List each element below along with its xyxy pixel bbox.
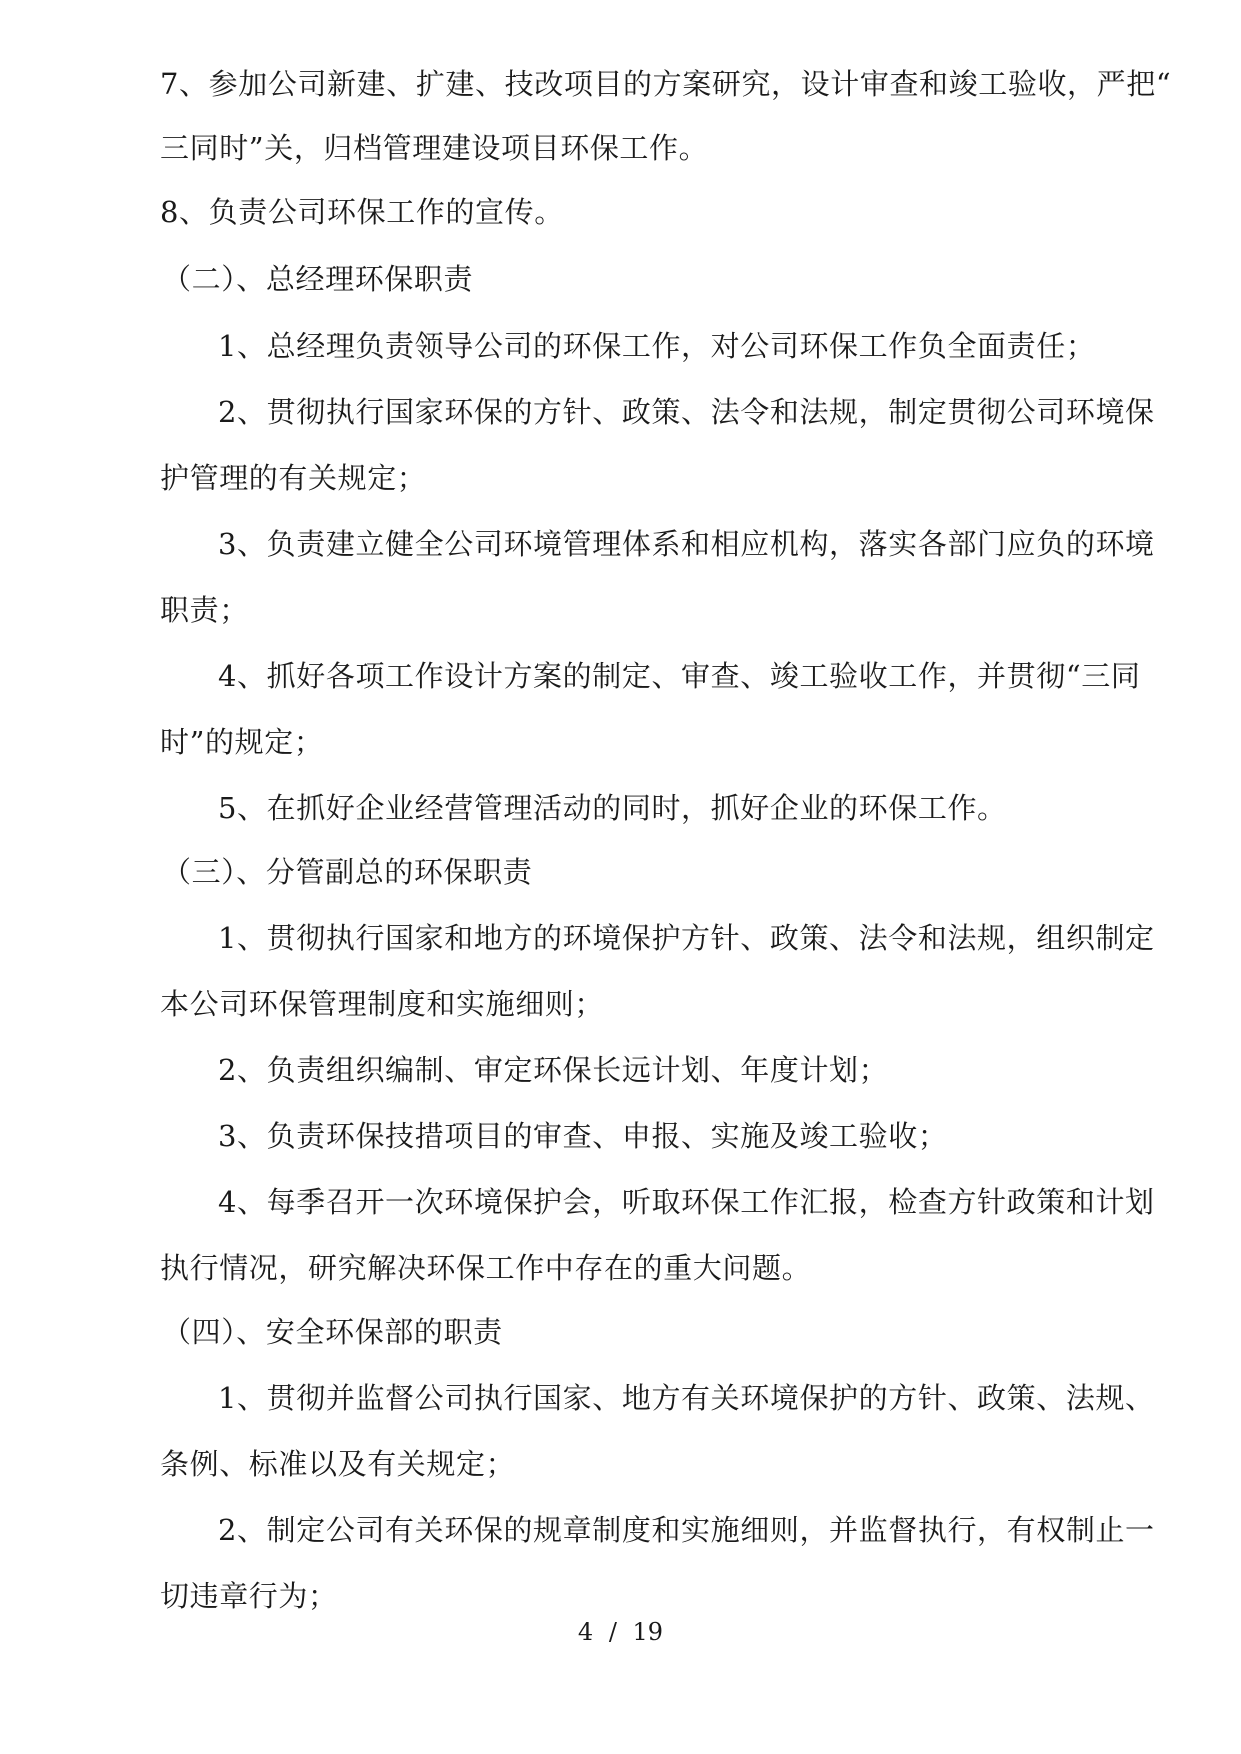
text-line: 4、抓好各项工作设计方案的制定、审查、竣工验收工作，并贯彻“三同 (218, 659, 1141, 693)
text-line: 7、参加公司新建、扩建、技改项目的方案研究，设计审查和竣工验收，严把“ (160, 67, 1172, 101)
text-line: 5、在抓好企业经营管理活动的同时，抓好企业的环保工作。 (218, 791, 1007, 825)
text-line: 三同时”关，归档管理建设项目环保工作。 (160, 131, 709, 165)
text-line: 2、制定公司有关环保的规章制度和实施细则，并监督执行，有权制止一 (218, 1513, 1155, 1547)
text-line: 本公司环保管理制度和实施细则； (160, 987, 605, 1021)
text-line: 切违章行为； (160, 1579, 338, 1613)
text-line: 护管理的有关规定； (160, 461, 427, 495)
text-line: 条例、标准以及有关规定； (160, 1447, 516, 1481)
text-line: 1、贯彻执行国家和地方的环境保护方针、政策、法令和法规，组织制定 (218, 921, 1155, 955)
text-line: 执行情况，研究解决环保工作中存在的重大问题。 (160, 1251, 812, 1285)
section-heading: （三）、分管副总的环保职责 (162, 855, 533, 889)
text-line: 2、贯彻执行国家环保的方针、政策、法令和法规，制定贯彻公司环境保 (218, 395, 1155, 429)
text-line: 8、负责公司环保工作的宣传。 (160, 195, 564, 229)
text-line: 1、贯彻并监督公司执行国家、地方有关环境保护的方针、政策、法规、 (218, 1381, 1155, 1415)
text-line: 时”的规定； (160, 725, 324, 759)
text-line: 2、负责组织编制、审定环保长远计划、年度计划； (218, 1053, 889, 1087)
page-number: 4 / 19 (577, 1618, 664, 1646)
text-line: 3、负责环保技措项目的审查、申报、实施及竣工验收； (218, 1119, 948, 1153)
section-heading: （四）、安全环保部的职责 (162, 1315, 503, 1349)
text-line: 3、负责建立健全公司环境管理体系和相应机构，落实各部门应负的环境 (218, 527, 1155, 561)
text-line: 职责； (160, 593, 249, 627)
section-heading: （二）、总经理环保职责 (162, 262, 474, 296)
text-line: 4、每季召开一次环境保护会，听取环保工作汇报，检查方针政策和计划 (218, 1185, 1155, 1219)
text-line: 1、总经理负责领导公司的环保工作，对公司环保工作负全面责任； (218, 329, 1096, 363)
